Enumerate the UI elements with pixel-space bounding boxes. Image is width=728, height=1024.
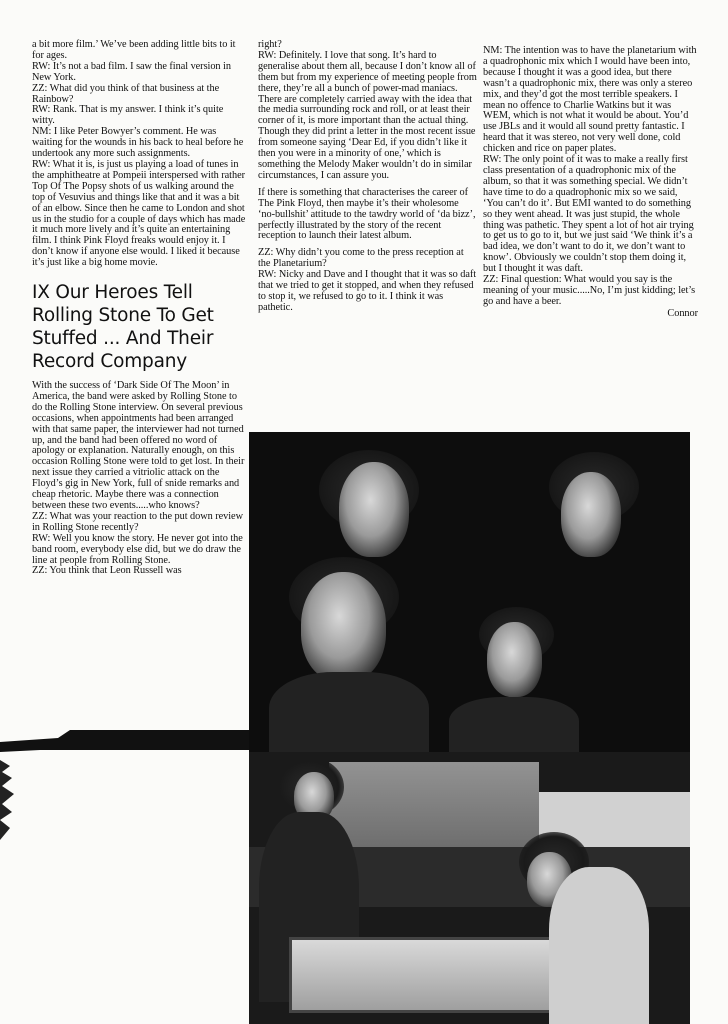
section-headline: IX Our Heroes Tell Rolling Stone To Get Stuffed ... And Their Record Company [32,282,214,373]
column-right [483,46,698,320]
paragraph: NM: The intention was to have the planetarium with a quadrophonic mix which I would have been into, because I thought it was a good idea, but there wasn’t a quadrophonic mix, there was only a stereo mix, and they’d got the most terrible speakers. I mean no offence to Charlie Watkins but it was WEM, which is not what it would be about. You’d use JBLs and it would all sound pretty fantastic. I heard that it was stereo, not very well done, cold chicken and rice on paper plates. [483,45,697,155]
column-middle [258,40,478,314]
paragraph: ZZ: Final question: What would you say is the meaning of your music.....No, I’m just kidding; let’s go and have a beer. [483,274,696,307]
paragraph: RW: What it is, is just us playing a load of tunes in the amphitheatre at Pompeii interspersed with rather Top Of The Popsy shots of us walking around the top of Vesuvius and things like that and it was a bit of an elbow. Since then he came to London and shot us in the studio for a couple of days which has made it much more lively and it’s quite an entertaining film. I think Pink Floyd freaks would enjoy it. I don’t know if anyone else would. I liked it because it’s just like a big home movie. [32,158,246,269]
paragraph: NM: I like Peter Bowyer’s comment. He was waiting for the wounds in his back to heal before he undertook any more such assignments. [32,126,244,160]
paragraph: a bit more film.’ We’ve been adding little bits to it for ages. [32,39,236,61]
bar-scene-photo [249,752,690,1024]
paragraph: RW: Nicky and Dave and I thought that it was so daft that we tried to get it stopped, and when they refused to stop it, we refused to go to it. I think it was pathetic. [258,269,477,313]
paragraph: With the success of ‘Dark Side Of The Moon’ in America, the band were asked by Rolling Stone to do the Rolling Stone interview. On several previous occasions, when appointments had been arranged with that same paper, the interviewer had not turned up, and the band had been offered no word of apology or explanation. Naturally enough, on this occasion Rolling Stone were told to get lost. In their next issue they carried a vitriolic attack on the Floyd’s gig in New York, full of snide remarks and cheap rhetoric. Maybe there was a connection between these two events.....who knows? [32,380,245,511]
decorative-zigzag [0,760,20,840]
paragraph: RW: Definitely. I love that song. It’s hard to generalise about them all, because I don’t know all of them but from my experience of meeting people from there, they’re all a bunch of power-mad maniacs. There are completely carried away with the idea that the media surrounding rock and roll, or at least their corner of it, is more important than the actual thing. Though they did print a letter in the most recent issue from someone saying ‘Dear Ed, if you didn’t like it then you were in a minority of one,’ which is something the Melody Maker wouldn’t do in similar circumstances, I can assure you. [258,49,477,181]
paragraph: RW: It’s not a bad film. I saw the final version in New York. [32,60,231,83]
paragraph: If there is something that characterises the career of The Pink Floyd, then maybe it’s their wholesome ‘no-bullshit’ attitude to the tawdry world of ‘da bizz’, perfectly illustrated by the story of the recent reception to launch their latest album. [258,186,476,242]
paragraph: RW: Rank. That is my answer. I think it’s quite witty. [32,104,224,127]
paragraph: ZZ: What was your reaction to the put down review in Rolling Stone recently? [32,510,243,533]
paragraph: ZZ: Why didn’t you come to the press reception at the Planetarium? [258,247,464,270]
band-portrait-photo [249,432,690,752]
paragraph: RW: Well you know the story. He never got into the band room, everybody else did, but we do draw the line at people from Rolling Stone. [32,532,243,566]
paragraph: ZZ: What did you think of that business at the Rainbow? [32,82,220,105]
paragraph: right? [258,39,282,50]
column-left [32,40,247,577]
author-signature: Connor [667,307,698,319]
paragraph: RW: The only point of it was to make a really first class presentation of a quadrophonic mix of the album, so that it was something special. We didn’t have time to do a quadrophonic mix so we said, ‘You can’t do it’. But EMI wanted to do something so they went ahead. It was just stupid, the whole thing was pathetic. They spent a lot of hot air trying to get us to go to it, but we just said ‘We think it’s a bad idea, we don’t want to do it, we don’t want to know’. Obviously we couldn’t stop them doing it, but I thought it was daft. [483,154,694,275]
paragraph: ZZ: You think that Leon Russell was [32,565,182,577]
